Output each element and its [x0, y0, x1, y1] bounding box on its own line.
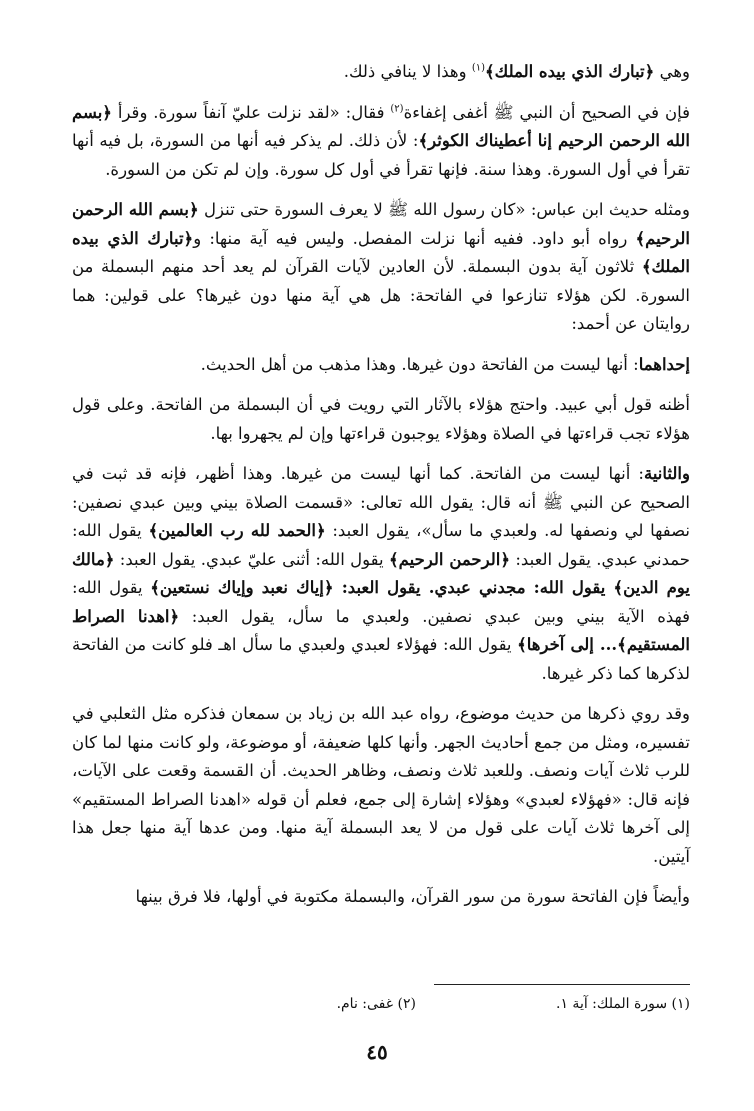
text-span: : لأن ذلك. لم يذكر فيه أنها من السورة، بل فيه أنها تقرأ في أول السورة. وهذا سنة. فإنها تقرأ في أول كل سورة. وإن لم تكن من السورة.: [72, 131, 690, 179]
text-span: أظنه قول أبي عبيد. واحتج هؤلاء بالآثار التي رويت في أن البسملة من الفاتحة. وعلى قول هؤلاء تجب قراءتها في الصلاة وهؤلاء يوجبون قراءتها وإن لم يجهروا بها.: [72, 395, 690, 443]
paragraph-7: [72, 700, 690, 871]
text-span: يقول الله: فهذه الآية بيني وبين عبدي نصفين. ولعبدي ما سأل، يقول العبد:: [72, 578, 690, 626]
quran-quote: ﴿بسم الله الرحمن الرحيم﴾: [72, 200, 690, 248]
text-span: يقول الله: فهؤلاء لعبدي ولعبدي ما سأل اهـ فلو كانت من الفاتحة لذكرها كما ذكر غيرها.: [72, 635, 690, 683]
main-text: [72, 58, 690, 912]
paragraph-5: [72, 391, 690, 448]
quran-quote: ﴿بسم الله الرحمن الرحيم إنا أعطيناك الكوثر﴾: [72, 102, 690, 150]
text-span: وهذا لا ينافي ذلك.: [343, 62, 472, 81]
paragraph-6: [72, 460, 690, 688]
footnotes: [200, 994, 690, 1014]
text-span: وقد روي ذكرها من حديث موضوع، رواه عبد الله بن زياد بن سمعان فذكره مثل الثعلبي في تفسيره، ومثل من جمع أحاديث الجهر. وأنها كلها ضعيفة، أو موضوعة، ولو كانت منها لما كان للرب ثلاث آيات ونصف. وللعبد ثلاث ونصف، وظاهر الحديث. أن القسمة وقعت على الآيات، فإنه قال: «فهؤلاء لعبدي» وهؤلاء إشارة إلى جمع، فعلم أن قوله «اهدنا الصراط المستقيم» إلى آخرها ثلاث آيات على قول من لا يعد البسملة آية منها. ومن عدها آية منها جعل هذا آيتين.: [72, 704, 690, 866]
paragraph-8: [72, 883, 690, 912]
paragraph-4: [72, 351, 690, 380]
section-lead: والثانية: [643, 464, 690, 483]
quran-quote: ﴿مالك يوم الدين﴾ يقول الله: مجدني عبدي. يقول العبد: ﴿إياك نعبد وإياك نستعين﴾: [72, 549, 690, 597]
page-number: ٤٥: [366, 1040, 388, 1064]
text-span: : أنها ليست من الفاتحة. كما أنها ليست من غيرها. وهذا أظهر، فإنه قد ثبت في الصحيح عن النبي ﷺ أنه قال: يقول الله تعالى: «قسمت الصلاة بيني وبين عبدي نصفين: نصفها لي ونصفها له. ولعبدي ما سأل»، يقول العبد:: [72, 464, 690, 540]
quran-quote: ﴿الحمد لله رب العالمين﴾: [148, 521, 326, 540]
footnote-1: (١) سورة الملك: آية ١.: [556, 996, 690, 1012]
text-span: وهي: [654, 62, 690, 81]
text-span: فقال: «لقد نزلت عليّ آنفاً سورة. وقرأ: [111, 102, 391, 122]
paragraph-1: [72, 58, 690, 87]
paragraph-3: [72, 196, 690, 339]
quran-quote: ﴿تبارك الذي بيده الملك﴾: [72, 228, 690, 276]
footnote-ref: (٢): [390, 103, 404, 114]
quran-quote: ﴿اهدنا الصراط المستقيم﴾... إلى آخرها﴾: [72, 606, 690, 654]
quran-quote: ﴿الرحمن الرحيم﴾: [388, 549, 511, 569]
text-span: يقول الله: حمدني عبدي. يقول العبد:: [72, 521, 690, 569]
text-span: فإن في الصحيح أن النبي ﷺ أغفى إغفاءة: [403, 102, 690, 122]
quran-quote: ﴿تبارك الذي بيده الملك﴾: [485, 62, 655, 81]
text-span: رواه أبو داود. ففيه أنها نزلت المفصل. وليس فيه آية منها: و: [193, 228, 636, 248]
section-lead: إحداهما: [638, 354, 690, 374]
text-span: يقول الله: أثنى عليّ عبدي. يقول العبد:: [114, 549, 389, 569]
text-span: : أنها ليست من الفاتحة دون غيرها. وهذا مذهب من أهل الحديث.: [200, 354, 639, 374]
footnote-divider: [434, 984, 690, 985]
text-span: وأيضاً فإن الفاتحة سورة من سور القرآن، والبسملة مكتوبة في أولها، فلا فرق بينها: [135, 887, 690, 906]
footnote-2: (٢) غفى: نام.: [336, 996, 416, 1012]
paragraph-2: [72, 99, 690, 185]
footnote-ref: (١): [471, 62, 485, 74]
text-span: ثلاثون آية بدون البسملة. لأن العادين لآيات القرآن لم يعد أحد منهم البسملة من السورة. لكن هؤلاء تنازعوا في الفاتحة: هل هي آية منها دون غيرها؟ على قولين: هما روايتان عن أحمد:: [72, 257, 690, 333]
text-span: ومثله حديث ابن عباس: «كان رسول الله ﷺ لا يعرف السورة حتى تنزل: [198, 200, 690, 219]
